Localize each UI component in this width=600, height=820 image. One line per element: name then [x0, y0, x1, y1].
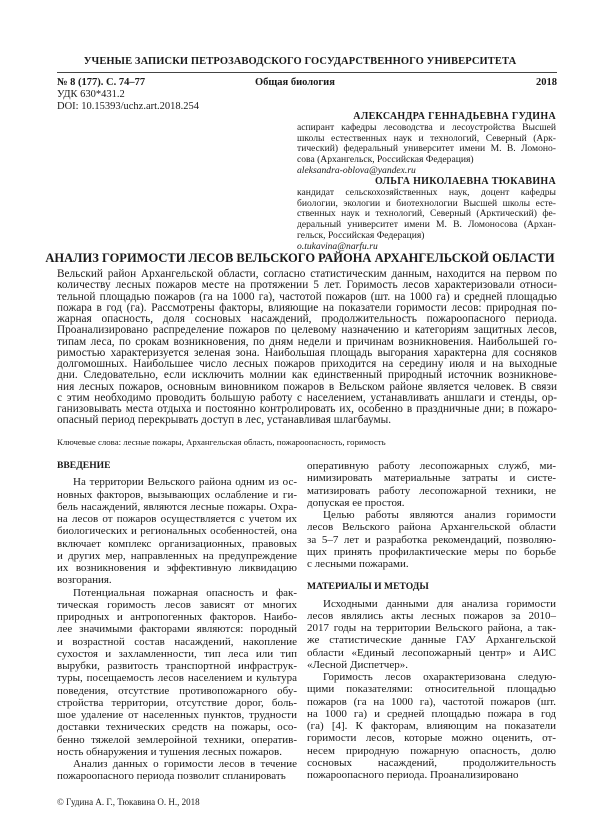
affiliation-line: деральный университет имени М. В. Ломоносова (Архан- [297, 219, 556, 231]
paragraph-line: вырубки, развитость транспортной инфраструк- [57, 660, 297, 672]
author-name: АЛЕКСАНДРА ГЕННАДЬЕВНА ГУДИНА [353, 111, 556, 122]
paragraph-line: на 1000 га) и средней площадью пожара в год [307, 707, 556, 720]
journal-title: УЧЕНЫЕ ЗАПИСКИ ПЕТРОЗАВОДСКОГО ГОСУДАРСТВЕННОГО УНИВЕРСИТЕТА [83, 56, 517, 67]
paragraph-line: и других мер, направленных на предупреждение [57, 549, 297, 562]
paragraph-line: шое удаление от населенных пунктов, трудности [57, 709, 297, 721]
section-heading-methods: МАТЕРИАЛЫ И МЕТОДЫ [307, 581, 429, 593]
paragraph-line: сосновых насаждений, продолжительность [307, 756, 556, 769]
paragraph-line: и возрастной состав насаждений, накопление [57, 635, 297, 648]
affiliation-line: ственных наук и технологий, Северный (Арктический) фе- [297, 208, 556, 220]
abstract-line: с этим необходимо проводить большую работу с населением, устанавливать аншлаги и стенды, ор- [57, 391, 557, 404]
abstract-line: ния лесных пожаров, основным виновником пожаров в Вельском районе является человек. В связи [57, 380, 557, 393]
paragraph-line: лее значимыми факторами являются: породный [57, 623, 297, 636]
paragraph-line: тическая горимость лесов зависят от многих [57, 598, 297, 611]
paragraph-line: На территории Вельского района одним из ос- [73, 476, 297, 489]
paragraph-line: Исходными данными для анализа горимости [323, 597, 556, 610]
paragraph-line: Целью работы являются анализ горимости [323, 509, 556, 521]
paragraph-line: щих принять профилактические меры по борьбе [307, 545, 556, 558]
abstract-line: Проанализировано распределение пожаров по целевому назначению и категориям защитных лесов, [57, 324, 557, 337]
copyright: © Гудина А. Г., Тюкавина О. Н., 2018 [57, 797, 200, 807]
paragraph-line: ность обнаружения и тушения лесных пожаров. [57, 745, 282, 758]
issue-meta [57, 77, 557, 88]
paragraph-line: включает комплекс организационных, правовых [57, 537, 297, 550]
paragraph [307, 460, 556, 509]
abstract-line: опасный период перекрывать доступ в лес, устанавливая шлагбаумы. [57, 414, 392, 427]
paragraph [57, 758, 297, 783]
affiliation-line: аспирант кафедры лесоводства и лесоустройства Высшей [297, 121, 556, 133]
article-title: АНАЛИЗ ГОРИМОСТИ ЛЕСОВ ВЕЛЬСКОГО РАЙОНА АРХАНГЕЛЬСКОЙ ОБЛАСТИ [45, 251, 555, 265]
affiliation-line: гельск, Российская Федерация) [297, 229, 425, 241]
paragraph-line: сухостоя и захламленности, тип леса или тип [57, 647, 297, 660]
paragraph-line: возгорания. [57, 574, 112, 587]
abstract-line: типам леса, по срокам возникновения, по дням недели и причинам возникновения. Наибольшей го- [57, 335, 557, 348]
paragraph [57, 476, 297, 586]
paragraph-line: новных факторов, вызывающих ослабление и ги- [57, 488, 297, 501]
affiliation-line: тический) федеральный университет имени М. В. Ломоно- [297, 143, 556, 155]
abstract-line: тельной площадью пожаров (га на 1000 га), частотой пожаров (шт. на 1000 га) и средней площадью [57, 290, 557, 303]
paragraph [307, 671, 556, 781]
abstract-line: долгомошных. Наибольшее число лесных пожаров приходится на середину июля и на выходные [57, 358, 557, 370]
header-rule [57, 72, 557, 73]
paragraph-line: их возникновения и эффективную ликвидацию [57, 562, 297, 574]
abstract-line: количеству лесных пожаров месте на протяжении 5 лет. Горимость лесов характеризовали относи- [57, 279, 557, 292]
paragraph-line: стройства территории, отсутствие дорог, боль- [57, 696, 297, 709]
paragraph-line: лесов Вельского района Архангельской области [307, 521, 556, 534]
paragraph-line: биологических и региональных особенностей, она [57, 525, 297, 538]
paragraph-line: допуская ее простоя. [307, 496, 405, 509]
abstract-line: дни. Следовательно, если исключить молнии как единственный природный источник возникнове- [57, 369, 557, 382]
paragraph-line: бенно тяжелой землеройной техники, оператив- [57, 733, 297, 746]
paragraph-line: области «Единый лесопожарный центр» и АИС [307, 646, 556, 659]
affiliation-line: биологии, экологии и биотехнологии Высшей школы есте- [297, 197, 556, 209]
right-column [307, 460, 556, 781]
paragraph-line: оперативную работу лесопожарных служб, ми- [307, 460, 556, 472]
author-1 [297, 112, 556, 177]
paragraph-line: бель насаждений, являются лесные пожары. Охра- [57, 500, 297, 513]
paragraph-line: пожаров (га на 1000 га), частотой пожаров (шт. [307, 695, 556, 708]
paragraph [307, 509, 556, 570]
paragraph-line: «Лесной Диспетчер». [307, 658, 408, 671]
paragraph-line: с лесными пожарами. [307, 558, 409, 570]
affiliation-line: школы естественных наук и технологий, Северный (Арк- [297, 132, 556, 144]
abstract-line: жарная опасность, доля сосновых насаждений, продолжительность пожароопасного периода. [57, 313, 557, 325]
paragraph-line: щими показателями: относительной площадью [307, 683, 556, 696]
paragraph-line: 2017 годы на территории Вельского района, а так- [307, 622, 556, 634]
abstract-line: римостью характеризуется зеленая зона. Наибольшая площадь выгорания характерна для сосняков [57, 346, 557, 359]
left-column [57, 460, 297, 783]
paragraph-line: доставки технических средств на пожары, осо- [57, 721, 297, 734]
abstract-line: Вельский район Архангельской области, согласно статистическим данным, находится на первом по [57, 268, 557, 280]
paragraph-line: нимизировать материальные затраты и систе- [307, 472, 556, 485]
year: 2018 [536, 77, 557, 88]
author-email[interactable]: o.tukavina@narfu.ru [297, 240, 378, 252]
paragraph-line: (га) [4]. К факторам, влияющим на показатели [307, 720, 556, 732]
paragraph [307, 598, 556, 672]
affiliation-line: сова (Архангельск, Российская Федерация) [297, 154, 474, 166]
paragraph [57, 587, 297, 759]
paragraph-line: Потенциальная пожарная опасность и фак- [73, 586, 297, 599]
udk: УДК 630*431.2 [57, 89, 125, 100]
paragraph-line: на лесов от пожаров осуществляется с учетом их [57, 513, 297, 525]
paragraph-line: же статистические данные ГАУ Архангельской [307, 634, 556, 647]
doi: DOI: 10.15393/uchz.art.2018.254 [57, 101, 200, 112]
paragraph-line: пожароопасного периода позволит спланировать [57, 770, 286, 783]
abstract-line: ганизовывать места отдыха и постоянно контролировать их, особенно в праздничные дни; в пожаро- [57, 403, 557, 415]
keywords: Ключевые слова: лесные пожары, Архангельская область, пожароопасность, горимость [57, 437, 386, 447]
paragraph-line: за 5–7 лет и разработка рекомендаций, позволяю- [307, 533, 556, 546]
section-name: Общая биология [255, 77, 335, 88]
issue-info: № 8 (177). С. 74–77 [57, 77, 146, 88]
paragraph-line: поведения, отсутствие противопожарного обу- [57, 684, 297, 697]
paragraph-line: матизировать работу лесопожарной техники, не [307, 484, 556, 497]
author-2 [297, 177, 556, 253]
paragraph-line: горимости лесов, которые можно оценить, от- [307, 732, 556, 745]
author-name: ОЛЬГА НИКОЛАЕВНА ТЮКАВИНА [374, 176, 556, 187]
paragraph-line: туры, посещаемость лесов населением и культура [57, 672, 297, 685]
section-heading-introduction: ВВЕДЕНИЕ [57, 460, 111, 471]
paragraph-line: пожароопасного периода. Проанализировано [307, 769, 519, 781]
abstract [57, 269, 557, 427]
paragraph-line: лесов являлись акты лесных пожаров за 2010– [307, 609, 556, 622]
paragraph-line: природных и антропогенных факторов. Наибо- [57, 611, 297, 623]
abstract-line: пожара в год (га). Рассмотрены факторы, влияющие на показатели горимости лесов: природная по- [57, 301, 557, 314]
affiliation-line: кандидат сельскохозяйственных наук, доцент кафедры [297, 186, 556, 198]
author-email[interactable]: aleksandra-oblova@yandex.ru [297, 164, 416, 176]
paragraph-line: Анализ данных о горимости лесов в течение [73, 758, 297, 770]
paragraph-line: Горимость лесов охарактеризована следую- [323, 671, 556, 683]
paragraph-line: несем природную пожарную опасность, долю [307, 744, 556, 757]
